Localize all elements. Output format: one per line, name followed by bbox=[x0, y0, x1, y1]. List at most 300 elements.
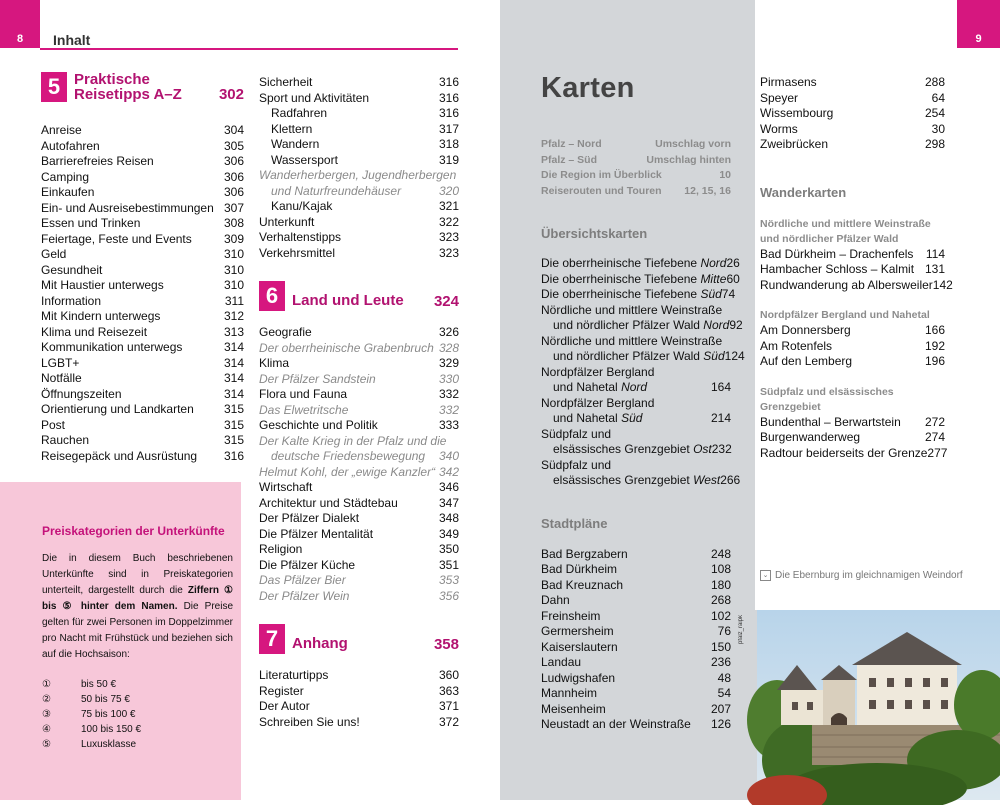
entry-page: 315 bbox=[223, 433, 244, 447]
toc-entry[interactable] bbox=[259, 215, 459, 231]
toc-entry[interactable] bbox=[41, 433, 244, 449]
entry-page: 313 bbox=[223, 324, 244, 339]
entry-title-region: Süd bbox=[621, 411, 643, 425]
entry-title: Religion bbox=[259, 542, 303, 556]
entry-page: 348 bbox=[438, 511, 459, 525]
entry-title bbox=[541, 256, 726, 272]
entry-page: 164 bbox=[710, 380, 731, 394]
toc-entry[interactable] bbox=[41, 387, 244, 403]
city-maps-list bbox=[760, 75, 945, 153]
entry-page: 310 bbox=[223, 247, 244, 261]
city-map-entry[interactable] bbox=[760, 91, 945, 107]
entry-title: Dahn bbox=[541, 593, 570, 607]
city-map-entry[interactable] bbox=[541, 562, 731, 578]
toc-entry[interactable] bbox=[41, 294, 244, 310]
entry-title bbox=[541, 380, 647, 396]
toc-entry[interactable] bbox=[41, 418, 244, 434]
hiking-subheading: Nördliche und mittlere Weinstraße und nördlicher Pfälzer Wald bbox=[760, 217, 931, 245]
city-map-entry[interactable] bbox=[760, 137, 945, 153]
chapter-number: 5 bbox=[41, 72, 67, 102]
toc-entry[interactable] bbox=[41, 216, 244, 232]
price-box-paragraph: Die in diesem Buch beschriebenen Unterkünfte sind in Preiskategorien unterteilt, dargestellt durch die Ziffern ① bis ⑤ hinter dem Namen. Die Preise gelten für zwei Personen im Doppelzimmer pro Nacht mit Frühstück und beziehen sich auf die Hochsaison: bbox=[42, 553, 234, 660]
entry-page: 307 bbox=[223, 200, 244, 215]
map-entry[interactable] bbox=[541, 380, 731, 396]
overview-maps-list bbox=[541, 256, 745, 489]
caption-arrow-icon: ⌄ bbox=[760, 570, 771, 581]
entry-page: 347 bbox=[438, 495, 459, 510]
map-entry[interactable] bbox=[541, 396, 731, 412]
city-map-entry[interactable] bbox=[541, 593, 731, 609]
cover-maps-list bbox=[541, 137, 731, 199]
entry-title: Am Rotenfels bbox=[760, 338, 833, 353]
entry-title-text: Nördliche und mittlere Weinstraße bbox=[541, 333, 723, 348]
city-map-entry[interactable] bbox=[541, 547, 731, 563]
price-label: Luxusklasse bbox=[81, 739, 137, 750]
toc-list bbox=[259, 668, 459, 730]
toc-entry[interactable] bbox=[259, 168, 459, 184]
hiking-map-entry[interactable] bbox=[760, 323, 945, 339]
page-number-left bbox=[0, 0, 40, 48]
toc-entry[interactable] bbox=[41, 123, 244, 139]
right-page-white-margin bbox=[957, 48, 1000, 610]
entry-title: Geld bbox=[41, 247, 67, 261]
city-map-entry[interactable] bbox=[541, 609, 731, 625]
hiking-map-entry[interactable] bbox=[760, 277, 953, 294]
entry-title: Orientierung und Landkarten bbox=[41, 402, 194, 416]
city-map-entry[interactable] bbox=[541, 655, 731, 671]
toc-entry[interactable] bbox=[259, 511, 459, 527]
entry-page: 319 bbox=[438, 152, 459, 167]
map-entry[interactable] bbox=[541, 168, 731, 184]
maps-title: Karten bbox=[541, 72, 635, 104]
toc-entry[interactable] bbox=[259, 684, 459, 700]
entry-page: 48 bbox=[717, 670, 731, 685]
hiking-map-entry[interactable] bbox=[760, 339, 945, 355]
city-map-entry[interactable] bbox=[541, 640, 731, 656]
toc-entry[interactable] bbox=[41, 139, 244, 155]
entry-page: 64 bbox=[931, 90, 945, 105]
entry-title bbox=[541, 272, 726, 288]
entry-page: 274 bbox=[924, 430, 945, 444]
toc-entry[interactable] bbox=[259, 75, 459, 91]
entry-page: 180 bbox=[710, 577, 731, 592]
hiking-heading: Wanderkarten bbox=[760, 184, 847, 200]
entry-title bbox=[541, 458, 611, 474]
chapter-title: Land und Leute bbox=[292, 292, 404, 309]
entry-title: Verkehrsmittel bbox=[259, 245, 336, 260]
chapter-title: Praktische Reisetipps A–Z bbox=[74, 71, 182, 103]
toc-entry[interactable] bbox=[41, 309, 244, 325]
entry-title: Klima bbox=[259, 356, 290, 370]
entry-title: Verhaltenstipps bbox=[259, 230, 342, 244]
toc-entry[interactable] bbox=[259, 403, 459, 419]
map-entry[interactable] bbox=[541, 427, 731, 443]
entry-page: 322 bbox=[438, 214, 459, 229]
entry-title: Radtour beiderseits der Grenze bbox=[760, 445, 928, 460]
toc-list bbox=[259, 75, 459, 261]
map-entry[interactable] bbox=[541, 458, 731, 474]
entry-title: Helmut Kohl, der „ewige Kanzler“ bbox=[259, 464, 436, 479]
city-map-entry[interactable] bbox=[541, 624, 731, 640]
entry-title-text: und Nahetal bbox=[553, 411, 622, 425]
toc-entry[interactable] bbox=[259, 668, 459, 684]
entry-title: Pfalz – Nord bbox=[541, 138, 602, 150]
price-symbol: ④ bbox=[42, 724, 51, 735]
entry-title: Post bbox=[41, 417, 66, 432]
entry-title: Radfahren bbox=[271, 106, 328, 120]
toc-entry[interactable] bbox=[41, 449, 244, 465]
entry-title: Mit Kindern unterwegs bbox=[41, 309, 161, 323]
chapter-7-heading[interactable] bbox=[259, 624, 459, 654]
price-category bbox=[42, 692, 233, 707]
toc-entry[interactable] bbox=[259, 496, 459, 512]
chapter-page: 358 bbox=[433, 636, 459, 653]
entry-title: Der Pfälzer Sandstein bbox=[259, 371, 376, 386]
entry-title bbox=[541, 365, 654, 381]
running-head: Inhalt bbox=[53, 32, 91, 48]
entry-title bbox=[541, 473, 720, 489]
entry-title: Bad Kreuznach bbox=[541, 577, 624, 592]
toc-entry[interactable] bbox=[259, 184, 459, 200]
entry-title: Feiertage, Feste und Events bbox=[41, 231, 192, 246]
toc-entry[interactable] bbox=[259, 341, 459, 357]
toc-entry[interactable] bbox=[259, 480, 459, 496]
entry-title: Register bbox=[259, 683, 304, 698]
entry-page: 142 bbox=[932, 277, 953, 292]
entry-page: 310 bbox=[223, 262, 244, 277]
entry-title: Auf den Lemberg bbox=[760, 354, 853, 368]
map-entry[interactable] bbox=[541, 137, 731, 153]
hiking-map-entry[interactable] bbox=[760, 247, 945, 263]
chapter-5-heading[interactable] bbox=[41, 72, 244, 103]
entry-page: 332 bbox=[438, 402, 459, 417]
city-map-entry[interactable] bbox=[760, 122, 945, 138]
entry-title: Bad Dürkheim bbox=[541, 562, 618, 576]
entry-title: Zweibrücken bbox=[760, 137, 829, 151]
price-box-text bbox=[42, 551, 233, 752]
entry-title: Mannheim bbox=[541, 686, 598, 700]
map-entry[interactable] bbox=[541, 411, 731, 427]
entry-page: 323 bbox=[438, 230, 459, 244]
entry-page: 298 bbox=[924, 137, 945, 151]
entry-title-text: Südpfalz und bbox=[541, 426, 612, 441]
entry-title: Information bbox=[41, 293, 102, 308]
toc-entry[interactable] bbox=[259, 699, 459, 715]
city-map-entry[interactable] bbox=[541, 717, 731, 733]
entry-page: 306 bbox=[223, 185, 244, 199]
entry-title bbox=[541, 442, 712, 458]
entry-page: 315 bbox=[223, 417, 244, 432]
entry-title bbox=[541, 427, 611, 443]
toc-list bbox=[41, 123, 244, 464]
entry-title: Ein- und Ausreisebestimmungen bbox=[41, 200, 214, 215]
entry-title-text: Die oberrheinische Tiefebene bbox=[541, 256, 701, 270]
entry-title: Landau bbox=[541, 655, 582, 669]
entry-page: 92 bbox=[729, 318, 743, 332]
hiking-subheading: Nordpfälzer Bergland und Nahetal bbox=[760, 309, 930, 321]
entry-page: 192 bbox=[924, 338, 945, 353]
toc-entry[interactable] bbox=[259, 356, 459, 372]
page-number-left-text: 8 bbox=[16, 33, 24, 45]
entry-title: Mit Haustier unterwegs bbox=[41, 278, 164, 292]
map-entry[interactable] bbox=[541, 287, 736, 303]
entry-page: 304 bbox=[223, 123, 244, 137]
entry-page: 277 bbox=[927, 445, 948, 460]
hiking-map-entry[interactable] bbox=[760, 354, 945, 370]
entry-page: 371 bbox=[438, 699, 459, 713]
entry-page: 126 bbox=[710, 717, 731, 731]
castle-photo-illustration bbox=[757, 610, 1000, 800]
entry-page: 214 bbox=[710, 411, 731, 425]
toc-entry[interactable] bbox=[259, 558, 459, 574]
toc-entry[interactable] bbox=[259, 199, 459, 215]
entry-title: Wissembourg bbox=[760, 106, 834, 120]
entry-page: 306 bbox=[223, 154, 244, 168]
entry-title-text: Die oberrheinische Tiefebene bbox=[541, 271, 701, 286]
toc-entry[interactable] bbox=[259, 91, 459, 107]
entry-title: Camping bbox=[41, 169, 90, 184]
toc-entry[interactable] bbox=[259, 122, 459, 138]
chapter-page: 302 bbox=[218, 86, 244, 103]
entry-title: Der oberrheinische Grabenbruch bbox=[259, 340, 434, 355]
entry-title: Germersheim bbox=[541, 624, 614, 638]
city-map-entry[interactable] bbox=[760, 75, 945, 91]
hiking-maps-list bbox=[760, 323, 945, 370]
entry-title-text: und nördlicher Pfälzer Wald bbox=[553, 318, 704, 332]
toc-entry[interactable] bbox=[41, 325, 244, 341]
hiking-map-entry[interactable] bbox=[760, 430, 945, 446]
map-entry[interactable] bbox=[541, 473, 741, 489]
entry-title-region: Süd bbox=[700, 287, 722, 301]
entry-title: Freinsheim bbox=[541, 608, 601, 623]
toc-entry[interactable] bbox=[259, 449, 459, 465]
page-number-right-text: 9 bbox=[975, 33, 982, 45]
entry-title: Wirtschaft bbox=[259, 480, 313, 494]
entry-page: 323 bbox=[438, 245, 459, 260]
entry-title: Der Kalte Krieg in der Pfalz und die bbox=[259, 433, 447, 448]
hiking-map-entry[interactable] bbox=[760, 445, 948, 462]
toc-entry[interactable] bbox=[41, 263, 244, 279]
entry-title: Kaiserslautern bbox=[541, 639, 618, 654]
entry-page: 54 bbox=[717, 686, 731, 700]
toc-entry[interactable] bbox=[259, 372, 459, 388]
city-heading: Stadtpläne bbox=[541, 515, 608, 531]
entry-page: 60 bbox=[726, 271, 740, 286]
toc-entry[interactable] bbox=[41, 170, 244, 186]
chapter-6-heading[interactable] bbox=[259, 281, 459, 311]
city-map-entry[interactable] bbox=[541, 686, 731, 702]
entry-page: 311 bbox=[224, 293, 244, 308]
city-map-entry[interactable] bbox=[541, 671, 731, 687]
map-entry[interactable] bbox=[541, 153, 731, 169]
price-label: 100 bis 150 € bbox=[81, 724, 142, 735]
entry-title: Die Pfälzer Küche bbox=[259, 557, 356, 572]
toc-column-2 bbox=[259, 75, 459, 730]
entry-page: Umschlag vorn bbox=[655, 138, 731, 150]
toc-entry[interactable] bbox=[259, 573, 459, 589]
entry-title: Ludwigshafen bbox=[541, 670, 616, 685]
entry-page: 326 bbox=[438, 325, 459, 339]
entry-page: 356 bbox=[438, 588, 459, 603]
map-entry[interactable] bbox=[541, 442, 731, 458]
entry-title-region: Süd bbox=[703, 349, 725, 363]
toc-entry[interactable] bbox=[259, 527, 459, 543]
entry-title: Am Donnersberg bbox=[760, 323, 851, 337]
entry-title: Pfalz – Süd bbox=[541, 153, 598, 166]
maps-column-2 bbox=[760, 75, 953, 461]
entry-page: 266 bbox=[720, 473, 741, 487]
toc-entry[interactable] bbox=[259, 418, 459, 434]
entry-page: 350 bbox=[438, 542, 459, 556]
entry-title-text: Nördliche und mittlere Weinstraße bbox=[541, 302, 723, 317]
toc-entry[interactable] bbox=[259, 715, 459, 731]
entry-page: 131 bbox=[924, 262, 945, 276]
entry-title: Pirmasens bbox=[760, 75, 817, 89]
map-entry[interactable] bbox=[541, 271, 740, 288]
entry-title-text: Südpfalz und bbox=[541, 457, 612, 472]
price-category bbox=[42, 707, 233, 722]
entry-title: Der Pfälzer Wein bbox=[259, 588, 350, 603]
toc-column-1 bbox=[41, 72, 244, 464]
entry-page: 288 bbox=[924, 75, 945, 89]
entry-title: Gesundheit bbox=[41, 262, 103, 277]
entry-page: 308 bbox=[223, 216, 244, 230]
toc-entry[interactable] bbox=[41, 371, 244, 387]
hiking-maps-list bbox=[760, 414, 948, 462]
toc-entry[interactable] bbox=[259, 434, 459, 450]
city-map-entry[interactable] bbox=[541, 578, 731, 594]
entry-page: 351 bbox=[438, 557, 459, 572]
entry-page: 340 bbox=[438, 449, 459, 463]
entry-page: 74 bbox=[721, 287, 736, 301]
overview-heading: Übersichtskarten bbox=[541, 226, 648, 241]
map-entry[interactable] bbox=[541, 184, 731, 200]
entry-title: Reiserouten und Touren bbox=[541, 184, 662, 197]
toc-entry[interactable] bbox=[259, 542, 459, 558]
entry-title: Die Region im Überblick bbox=[541, 169, 662, 181]
toc-entry[interactable] bbox=[259, 465, 459, 481]
entry-title: Flora und Fauna bbox=[259, 387, 348, 401]
entry-title: Barrierefreies Reisen bbox=[41, 154, 154, 168]
entry-page: 26 bbox=[726, 256, 740, 270]
map-entry[interactable] bbox=[541, 256, 740, 272]
entry-page: 309 bbox=[223, 231, 244, 246]
entry-page: 317 bbox=[438, 121, 459, 136]
price-label: bis 50 € bbox=[81, 679, 117, 690]
toc-entry[interactable] bbox=[259, 106, 459, 122]
entry-title bbox=[541, 349, 725, 365]
entry-title-text: elsässisches Grenzgebiet bbox=[553, 473, 694, 487]
entry-title-text: Nordpfälzer Bergland bbox=[541, 364, 655, 379]
entry-page: 30 bbox=[931, 121, 945, 136]
toc-entry[interactable] bbox=[41, 247, 244, 263]
entry-title: Die Pfälzer Mentalität bbox=[259, 526, 374, 541]
city-map-entry[interactable] bbox=[760, 106, 945, 122]
entry-title: Bad Dürkheim – Drachenfels bbox=[760, 246, 914, 261]
map-entry[interactable] bbox=[541, 303, 731, 319]
price-label: 50 bis 75 € bbox=[81, 694, 130, 705]
price-symbol: ③ bbox=[42, 709, 51, 720]
toc-entry[interactable] bbox=[259, 325, 459, 341]
entry-title-text: Die oberrheinische Tiefebene bbox=[541, 287, 701, 301]
header-rule bbox=[40, 48, 458, 50]
entry-page: 316 bbox=[438, 106, 459, 120]
entry-title: Kommunikation unterwegs bbox=[41, 340, 183, 354]
hiking-map-entry[interactable] bbox=[760, 262, 945, 278]
toc-entry[interactable] bbox=[41, 201, 244, 217]
entry-page: 372 bbox=[438, 714, 459, 729]
entry-page: 330 bbox=[438, 371, 459, 386]
entry-page: 360 bbox=[438, 668, 459, 682]
entry-title: Wassersport bbox=[271, 152, 338, 167]
entry-title: und Naturfreundehäuser bbox=[271, 183, 402, 198]
entry-title-region: Nord bbox=[703, 318, 730, 332]
toc-entry[interactable] bbox=[41, 356, 244, 372]
toc-entry[interactable] bbox=[41, 185, 244, 201]
map-entry[interactable] bbox=[541, 318, 743, 334]
map-entry[interactable] bbox=[541, 365, 731, 381]
toc-entry[interactable] bbox=[259, 589, 459, 605]
toc-entry[interactable] bbox=[259, 230, 459, 246]
toc-entry[interactable] bbox=[41, 154, 244, 170]
entry-title: Burgenwanderweg bbox=[760, 430, 861, 444]
entry-page: 124 bbox=[724, 349, 745, 363]
entry-title-region: Mitte bbox=[700, 271, 727, 286]
city-map-entry[interactable] bbox=[541, 702, 731, 718]
entry-page: Umschlag hinten bbox=[646, 153, 731, 166]
map-entry[interactable] bbox=[541, 349, 745, 365]
entry-page: 248 bbox=[710, 546, 731, 561]
entry-title: Der Pfälzer Dialekt bbox=[259, 511, 360, 525]
price-symbol: ⑤ bbox=[42, 739, 51, 750]
entry-title bbox=[541, 287, 722, 303]
entry-page: 314 bbox=[223, 371, 244, 385]
entry-page: 314 bbox=[223, 340, 244, 354]
entry-page: 349 bbox=[438, 526, 459, 541]
entry-title: Meisenheim bbox=[541, 701, 606, 716]
toc-entry[interactable] bbox=[259, 137, 459, 153]
toc-entry[interactable] bbox=[259, 246, 459, 262]
toc-entry[interactable] bbox=[41, 278, 244, 294]
entry-page: 108 bbox=[710, 562, 731, 576]
toc-entry[interactable] bbox=[259, 387, 459, 403]
entry-page: 329 bbox=[438, 356, 459, 370]
entry-page: 318 bbox=[438, 137, 459, 151]
toc-entry[interactable] bbox=[259, 153, 459, 169]
entry-title-text: und Nahetal bbox=[553, 380, 622, 394]
hiking-map-entry[interactable] bbox=[760, 415, 945, 431]
price-symbol: ② bbox=[42, 694, 51, 705]
chapter-title: Anhang bbox=[292, 635, 348, 652]
map-entry[interactable] bbox=[541, 334, 731, 350]
entry-page: 150 bbox=[710, 639, 731, 654]
toc-entry[interactable] bbox=[41, 232, 244, 248]
entry-title: Schreiben Sie uns! bbox=[259, 714, 360, 729]
entry-page: 346 bbox=[438, 480, 459, 494]
entry-page: 363 bbox=[438, 683, 459, 698]
toc-entry[interactable] bbox=[41, 340, 244, 356]
entry-page: 353 bbox=[438, 573, 459, 587]
entry-title: Literaturtipps bbox=[259, 668, 329, 682]
hiking-subheading: Südpfalz und elsässisches Grenzgebiet bbox=[760, 385, 894, 413]
page-number-right bbox=[957, 0, 1000, 48]
entry-page: 328 bbox=[438, 340, 459, 355]
entry-page: 268 bbox=[710, 593, 731, 607]
entry-title: Hambacher Schloss – Kalmit bbox=[760, 262, 915, 276]
entry-title: Klima und Reisezeit bbox=[41, 324, 148, 339]
entry-title: Wanderherbergen, Jugendherbergen bbox=[259, 168, 457, 182]
toc-entry[interactable] bbox=[41, 402, 244, 418]
